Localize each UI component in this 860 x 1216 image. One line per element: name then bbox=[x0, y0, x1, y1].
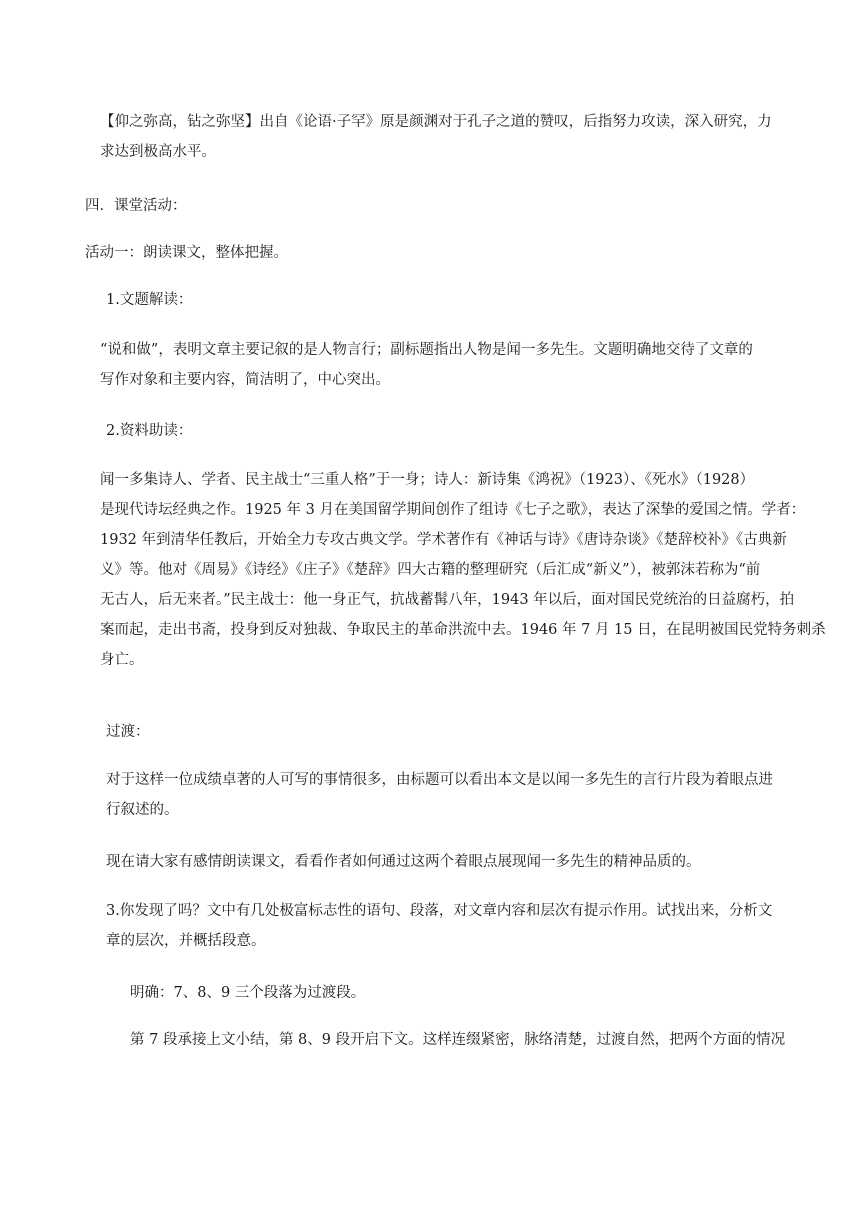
text-line: 写作对象和主要内容，简洁明了，中心突出。 bbox=[100, 372, 390, 388]
paragraph-idiom bbox=[70, 107, 800, 167]
text-line: 求达到极高水平。 bbox=[100, 144, 216, 160]
transition-label: 过渡： bbox=[106, 724, 150, 740]
text-line: 闻一多集诗人、学者、民主战士“三重人格”于一身；诗人：新诗集《鸿祝》（1923）、《死水》（1928） bbox=[100, 472, 755, 488]
text-line: 对于这样一位成绩卓著的人可写的事情很多，由标题可以看出本文是以闻一多先生的言行片段为着眼点进 bbox=[106, 772, 773, 788]
text-line: 1932 年到清华任教后，开始全力专攻古典文学。学术著作有《神话与诗》《唐诗杂谈》《楚辞校补》《古典新 bbox=[100, 532, 787, 548]
text-line: 身亡。 bbox=[100, 652, 144, 668]
text-line: 3.你发现了吗？文中有几处极富标志性的语句、段落，对文章内容和层次有提示作用。试找出来，分析文 bbox=[106, 903, 773, 919]
text-line: 案而起，走出书斋，投身到反对独裁、争取民主的革命洪流中去。1946 年 7 月 15 日，在昆明被国民党特务刺杀 bbox=[100, 622, 826, 638]
text-line: “说和做”，表明文章主要记叙的是人物言行；副标题指出人物是闻一多先生。文题明确地交待了文章的 bbox=[100, 342, 753, 358]
item-heading-1: 1.文题解读： bbox=[106, 292, 193, 308]
paragraph-title-analysis bbox=[70, 335, 800, 395]
paragraph-clarify: 明确：7、8、9 三个段落为过渡段。 bbox=[130, 985, 366, 1001]
text-line: 是现代诗坛经典之作。1925 年 3 月在美国留学期间创作了组诗《七子之歌》，表达了深挚的爱国之情。学者： bbox=[100, 502, 806, 518]
paragraph-read-prompt: 现在请大家有感情朗读课文，看看作者如何通过这两个着眼点展现闻一多先生的精神品质的。 bbox=[106, 854, 701, 870]
activity-heading: 活动一：朗读课文，整体把握。 bbox=[85, 245, 288, 261]
paragraph-background bbox=[70, 465, 826, 675]
text-line: 无古人，后无来者。”民主战士：他一身正气，抗战蓄髯八年，1943 年以后，面对国民党统治的日益腐朽，拍 bbox=[100, 592, 795, 608]
paragraph-transition bbox=[70, 765, 800, 825]
text-line: 义》等。他对《周易》《诗经》《庄子》《楚辞》四大古籍的整理研究（后汇成“新义”），被郭沫若称为“前 bbox=[100, 562, 761, 578]
text-line: 行叙述的。 bbox=[106, 802, 179, 818]
paragraph-7: 第 7 段承接上文小结，第 8、9 段开启下文。这样连缀紧密，脉络清楚，过渡自然，把两个方面的情况 bbox=[130, 1032, 786, 1048]
item-heading-2: 2.资料助读： bbox=[106, 423, 193, 439]
section-heading: 四．课堂活动： bbox=[85, 198, 187, 214]
text-line: 章的层次，并概括段意。 bbox=[106, 933, 266, 949]
text-line: 【仰之弥高，钻之弥坚】出自《论语·子罕》原是颜渊对于孔子之道的赞叹，后指努力攻读，深入研究，力 bbox=[100, 114, 772, 130]
paragraph-question-3 bbox=[70, 896, 800, 956]
